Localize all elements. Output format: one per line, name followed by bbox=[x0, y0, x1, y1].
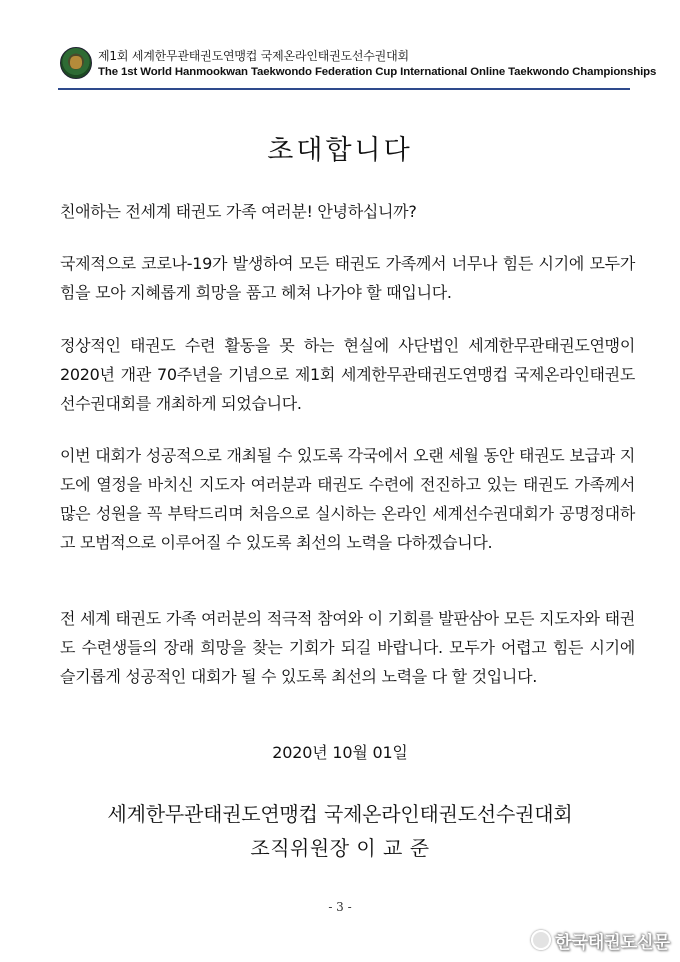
document-date: 2020년 10월 01일 bbox=[272, 743, 408, 762]
watermark-text: 한국태권도신문 bbox=[555, 933, 670, 953]
header-title-english: The 1st World Hanmookwan Taekwondo Federation Cup International Online Taekwondo Championships bbox=[98, 66, 657, 78]
greeting-text: 친애하는 전세계 태권도 가족 여러분! 안녕하십니까? bbox=[60, 202, 417, 221]
page-number: - 3 - bbox=[328, 900, 352, 914]
document-title: 초대합니다 bbox=[267, 135, 413, 166]
document-header bbox=[60, 45, 657, 89]
paragraph-4: 전 세계 태권도 가족 여러분의 적극적 참여와 이 기회를 발판삼아 모든 지도자와 태권도 수련생들의 장래 희망을 찾는 기회가 되길 바랍니다. 모두가 어렵고 힘든 시기에 슬기롭게 성공적인 대회가 될 수 있도록 최선의 노력을 다 할 것입니다. bbox=[60, 609, 635, 686]
paragraph-1: 국제적으로 코로나-19가 발생하여 모든 태권도 가족께서 너무나 힘든 시기에 모두가 힘을 모아 지혜롭게 희망을 품고 헤쳐 나가야 할 때입니다. bbox=[60, 254, 635, 302]
paragraph-3: 이번 대회가 성공적으로 개최될 수 있도록 각국에서 오랜 세월 동안 태권도 보급과 지도에 열정을 바치신 지도자 여러분과 태권도 수련에 전진하고 있는 태권도 가족께서 많은 성원을 꼭 부탁드리며 처음으로 실시하는 온라인 세계선수권대회가 공명정대하고 모범적으로 이루어질 수 있도록 최선의 노력을 다하겠습니다. bbox=[60, 446, 635, 552]
header-divider bbox=[58, 88, 630, 90]
paragraph-2: 정상적인 태권도 수련 활동을 못 하는 현실에 사단법인 세계한무관태권도연맹이 2020년 개관 70주년을 기념으로 제1회 세계한무관태권도연맹컵 국제온라인태권도선수권대회를 개최하게 되었습니다. bbox=[60, 336, 635, 413]
federation-emblem-icon bbox=[60, 47, 92, 79]
organizing-body: 세계한무관태권도연맹컵 국제온라인태권도선수권대회 bbox=[107, 802, 573, 826]
header-title-korean: 제1회 세계한무관태권도연맹컵 국제온라인태권도선수권대회 bbox=[98, 49, 409, 63]
watermark-icon bbox=[531, 930, 551, 950]
newspaper-watermark bbox=[531, 928, 670, 953]
signatory-name: 조직위원장 이 교 준 bbox=[250, 836, 430, 860]
